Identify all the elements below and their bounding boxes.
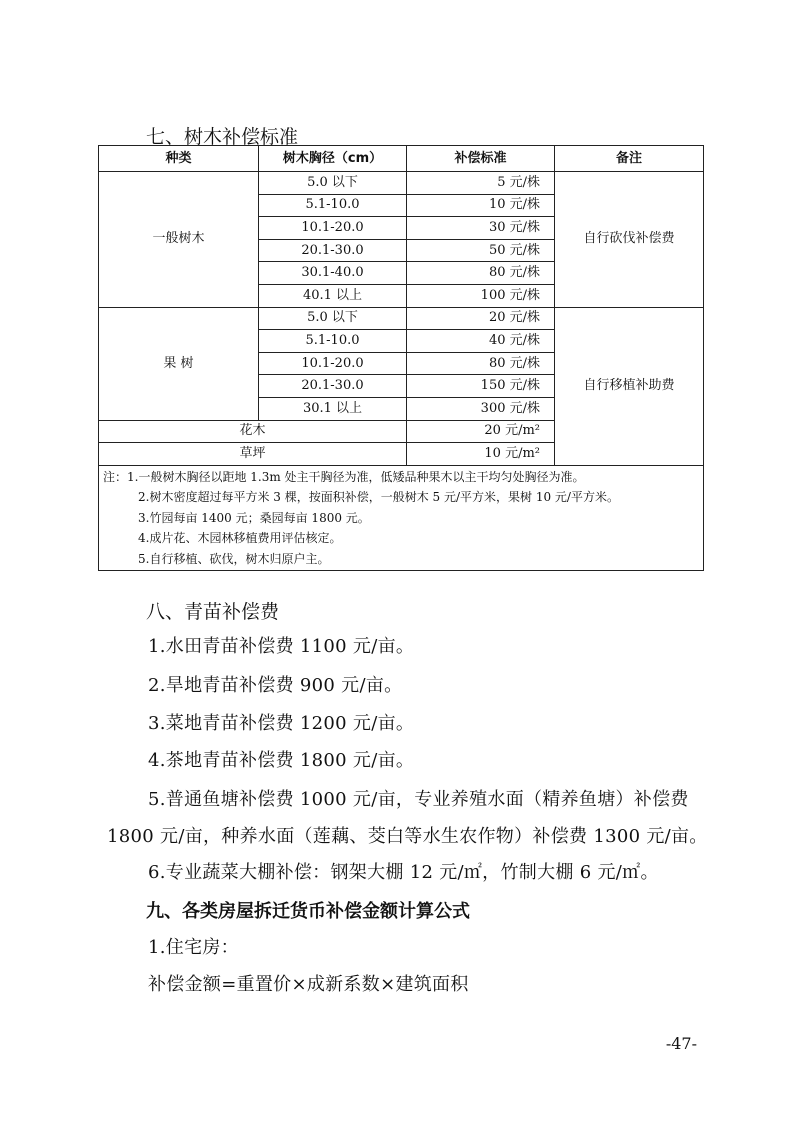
category-cell: 草坪 [99, 443, 407, 466]
remark-cell: 自行砍伐补偿费 [555, 172, 704, 308]
formula-item-1: 1.住宅房： [148, 937, 239, 958]
remark-cell: 自行移植补助费 [555, 307, 704, 465]
diameter-cell: 40.1 以上 [259, 284, 407, 307]
table-header-row [99, 146, 704, 172]
price-cell: 80 元/株 [407, 262, 555, 285]
seedling-item-2: 2.旱地青苗补偿费 900 元/亩。 [148, 675, 403, 696]
seedling-item-1: 1.水田青苗补偿费 1100 元/亩。 [148, 636, 415, 657]
note-line: 5.自行移植、砍伐，树木归原户主。 [138, 551, 330, 566]
price-cell: 30 元/株 [407, 217, 555, 240]
note-line: 3.竹园每亩 1400 元；桑园每亩 1800 元。 [138, 510, 370, 525]
note-line: 2.树木密度超过每平方米 3 棵，按面积补偿，一般树木 5 元/平方米，果树 10 元/平方米。 [138, 490, 619, 505]
price-cell: 100 元/株 [407, 284, 555, 307]
section-8-title: 八、青苗补偿费 [146, 601, 280, 623]
diameter-cell: 5.0 以下 [259, 172, 407, 195]
header-diameter: 树木胸径（cm） [259, 146, 407, 172]
price-cell: 80 元/株 [407, 352, 555, 375]
seedling-item-5: 5.普通鱼塘补偿费 1000 元/亩，专业养殖水面（精养鱼塘）补偿费 [148, 789, 689, 810]
section-9-title: 九、各类房屋拆迁货币补偿金额计算公式 [146, 901, 470, 922]
notes-cell [99, 465, 704, 571]
page-number: -47- [665, 1034, 697, 1053]
header-category: 种类 [99, 146, 259, 172]
tree-compensation-table [98, 145, 704, 571]
category-cell: 一般树木 [99, 172, 259, 308]
seedling-item-5-continued: 1800 元/亩，种养水面（莲藕、茭白等水生农作物）补偿费 1300 元/亩。 [107, 826, 708, 847]
diameter-cell: 10.1-20.0 [259, 217, 407, 240]
diameter-cell: 5.1-10.0 [259, 194, 407, 217]
price-cell: 20 元/m² [407, 420, 555, 443]
diameter-cell: 30.1-40.0 [259, 262, 407, 285]
price-cell: 20 元/株 [407, 307, 555, 330]
diameter-cell: 5.1-10.0 [259, 330, 407, 353]
price-cell: 10 元/株 [407, 194, 555, 217]
diameter-cell: 20.1-30.0 [259, 239, 407, 262]
header-standard: 补偿标准 [407, 146, 555, 172]
formula-text: 补偿金额=重置价×成新系数×建筑面积 [148, 974, 469, 995]
table-row [99, 307, 704, 330]
diameter-cell: 10.1-20.0 [259, 352, 407, 375]
seedling-item-6: 6.专业蔬菜大棚补偿：钢架大棚 12 元/㎡，竹制大棚 6 元/㎡。 [148, 862, 659, 883]
diameter-cell: 5.0 以下 [259, 307, 407, 330]
section-7-title: 七、树木补偿标准 [146, 126, 299, 148]
note-line: 4.成片花、木园林移植费用评估核定。 [138, 531, 342, 546]
table-row [99, 172, 704, 195]
price-cell: 150 元/株 [407, 375, 555, 398]
price-cell: 40 元/株 [407, 330, 555, 353]
diameter-cell: 30.1 以上 [259, 397, 407, 420]
note-line: 注：1.一般树木胸径以距地 1.3m 处主干胸径为准，低矮品种果木以主干均匀处胸径为准。 [103, 469, 585, 484]
notes-row [99, 465, 704, 571]
price-cell: 300 元/株 [407, 397, 555, 420]
header-remark: 备注 [555, 146, 704, 172]
category-cell: 果 树 [99, 307, 259, 420]
diameter-cell: 20.1-30.0 [259, 375, 407, 398]
price-cell: 5 元/株 [407, 172, 555, 195]
seedling-item-4: 4.茶地青苗补偿费 1800 元/亩。 [148, 750, 415, 771]
price-cell: 50 元/株 [407, 239, 555, 262]
price-cell: 10 元/m² [407, 443, 555, 466]
seedling-item-3: 3.菜地青苗补偿费 1200 元/亩。 [148, 713, 415, 734]
category-cell: 花木 [99, 420, 407, 443]
